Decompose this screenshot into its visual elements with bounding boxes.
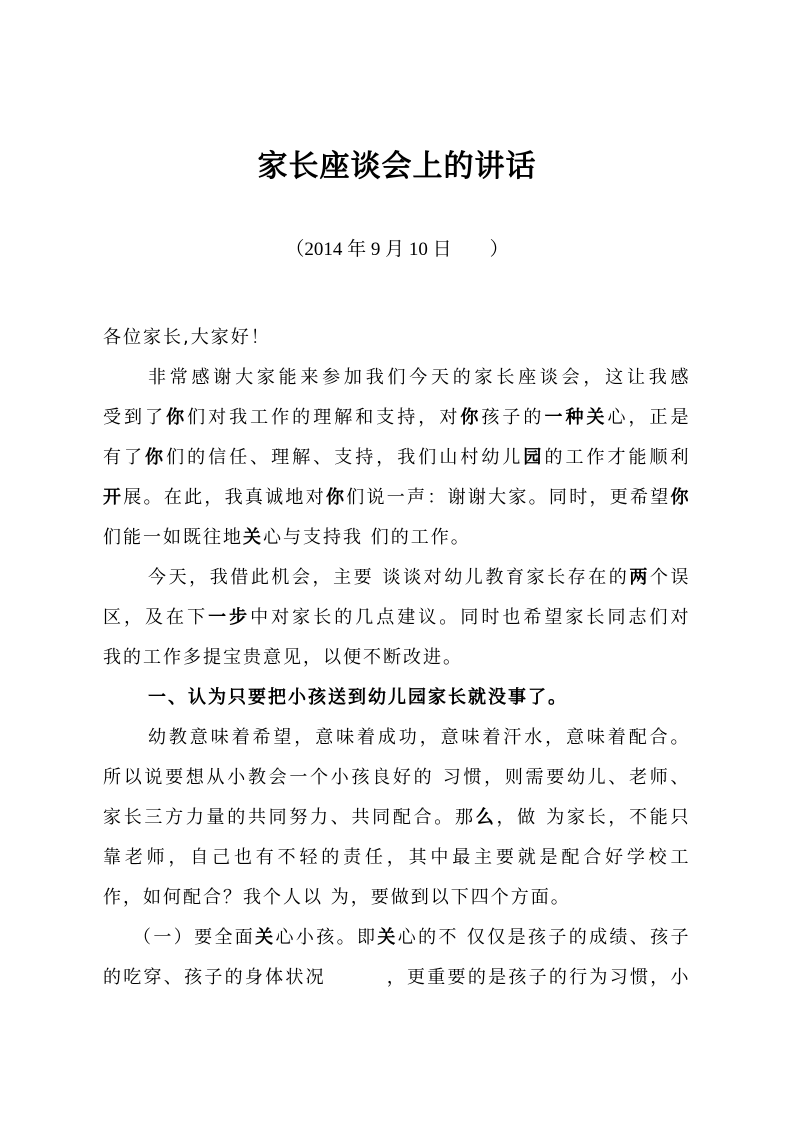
text-line — [103, 758, 689, 798]
text-run: 中对家长的几点建议。同时也希望家长同志们对 — [250, 607, 690, 628]
text-run: 们能一如既往地 — [103, 527, 243, 548]
bold-text-run: 你 — [460, 407, 482, 428]
text-line — [103, 838, 689, 878]
text-line — [103, 798, 689, 838]
text-run: 们对我工作的理解和支持，对 — [187, 407, 461, 428]
bold-text-run: 你 — [166, 407, 188, 428]
text-run: 我的工作多提宝贵意见，以便不断改进。 — [103, 647, 463, 668]
bold-text-run: 一、认为只要把小孩送到幼儿园家长就没事了。 — [148, 687, 568, 708]
text-run: 心与支持我 们的工作。 — [263, 527, 471, 548]
text-run: 区，及在下 — [103, 607, 209, 628]
text-line — [103, 478, 689, 518]
text-run: 的吃穿、孩子的身体状况 ，更重要的是孩子的行为习惯，小 — [103, 967, 689, 988]
bold-text-run: 开 — [103, 487, 124, 508]
text-line — [103, 598, 689, 638]
text-run: 们的信任、理解、支持，我们山村幼儿 — [166, 447, 524, 468]
text-line — [103, 878, 689, 918]
text-run: 今天，我借此机会，主要 谈谈对幼儿教育家长存在的 — [148, 567, 630, 588]
text-run: 受到了 — [103, 407, 167, 428]
document-date: （2014 年 9 月 10 日 ） — [285, 239, 509, 260]
text-run: 们说一声：谢谢大家。同时，更希望 — [346, 487, 671, 508]
text-line — [103, 318, 689, 358]
text-line — [103, 958, 689, 998]
bold-text-run: 一步 — [208, 607, 251, 628]
text-run: 非常感谢大家能来参加我们今天的家长座谈会，这让我感 — [148, 367, 689, 388]
text-run: 作，如何配合？我个人以 为，要做到以下四个方面。 — [103, 887, 571, 908]
text-run: 心，正是 — [607, 407, 690, 428]
text-line — [103, 398, 689, 438]
bold-text-run: 关 — [255, 927, 276, 948]
text-run: 靠老师，自己也有不轻的责任，其中最主要就是配合好学校工 — [103, 847, 689, 868]
text-line — [103, 678, 689, 718]
text-run: 展。在此，我真诚地对 — [123, 487, 326, 508]
text-line — [103, 718, 689, 758]
text-run: 孩子的 — [481, 407, 545, 428]
text-run: 有了 — [103, 447, 146, 468]
text-run: 幼教意味着希望，意味着成功，意味着汗水，意味着配合。 — [148, 727, 689, 748]
text-line — [103, 558, 689, 598]
bold-text-run: 两 — [629, 567, 650, 588]
text-run: （一）要全面 — [133, 927, 256, 948]
text-run: 个误 — [649, 567, 690, 588]
text-run: ，做 为家长，不能只 — [496, 807, 690, 828]
text-line — [103, 638, 689, 678]
document-body — [103, 318, 689, 998]
text-line — [103, 358, 689, 398]
text-line — [103, 518, 689, 558]
bold-text-run: 你 — [145, 447, 167, 468]
document-title: 家长座谈会上的讲话 — [257, 150, 537, 183]
text-run: 各位家长,大家好！ — [103, 327, 271, 348]
bold-text-run: 关 — [377, 927, 398, 948]
text-line — [103, 918, 689, 958]
text-line — [103, 438, 689, 478]
bold-text-run: 你 — [325, 487, 347, 508]
bold-text-run: 你 — [670, 487, 690, 508]
bold-text-run: 么 — [475, 807, 497, 828]
text-run: 的工作才能顺利 — [544, 447, 690, 468]
text-run: 心的不 仅仅是孩子的成绩、孩子 — [397, 927, 690, 948]
bold-text-run: 园 — [523, 447, 545, 468]
text-run: 家长三方力量的共同努力、共同配合。那 — [103, 807, 476, 828]
bold-text-run: 关 — [243, 527, 263, 548]
text-run: 心小孩。即 — [275, 927, 378, 948]
bold-text-run: 一种关 — [544, 407, 608, 428]
text-run: 所以说要想从小教会一个小孩良好的 习惯，则需要幼儿、老师、 — [103, 767, 689, 788]
